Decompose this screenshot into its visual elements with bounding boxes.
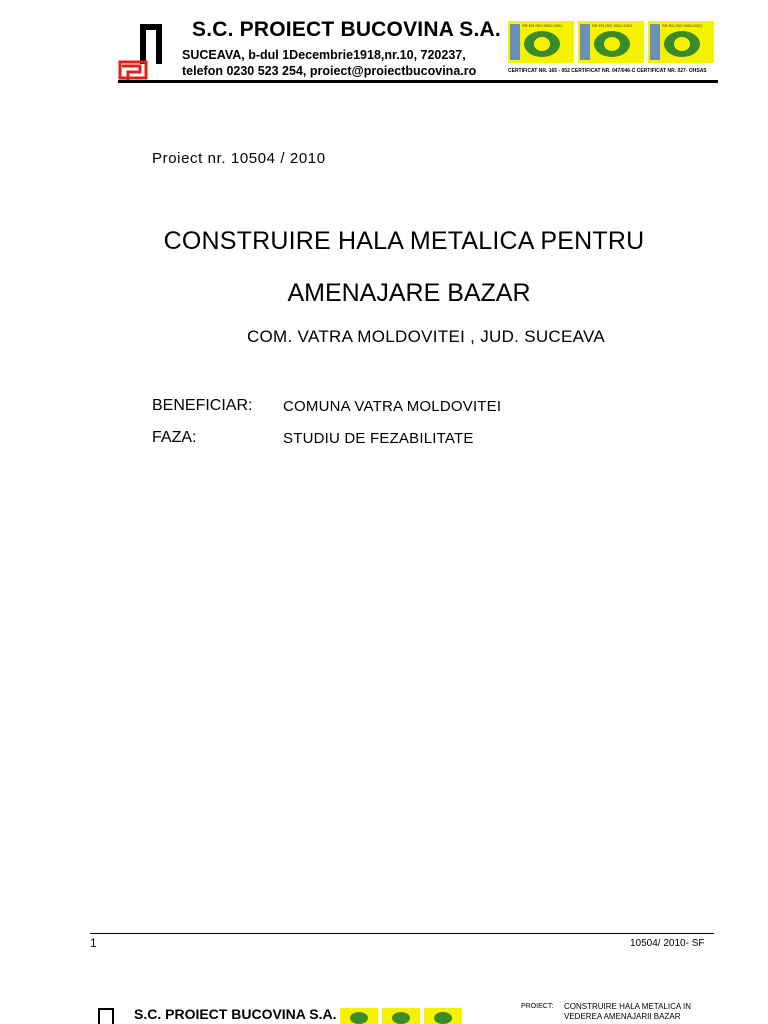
- footer-divider: [90, 933, 714, 934]
- certification-badge-1: SR EN ISO 9001:2001: [508, 21, 574, 63]
- footer-project-value-line-2: VEDEREA AMENAJARII BAZAR: [564, 1012, 681, 1021]
- company-logo: [118, 20, 180, 82]
- document-title-line-1: CONSTRUIRE HALA METALICA PENTRU: [163, 227, 645, 255]
- footer-project-value-line-1: CONSTRUIRE HALA METALICA IN: [564, 1002, 691, 1011]
- certification-badge-3: SR EN ISO 9001:2001: [648, 21, 714, 63]
- document-location: COM. VATRA MOLDOVITEI , JUD. SUCEAVA: [246, 327, 606, 346]
- project-number: Proiect nr. 10504 / 2010: [152, 150, 326, 167]
- company-contact: telefon 0230 523 254, proiect@proiectbucovina.ro: [182, 64, 477, 78]
- footer-company-name: S.C. PROIECT BUCOVINA S.A.: [134, 1006, 337, 1022]
- certification-captions: CERTIFICAT NR. 165 - 052 CERTIFICAT NR. 047/046-C CERTIFICAT NR. 027- OHSAS: [508, 68, 707, 74]
- document-code: 10504/ 2010- SF: [630, 938, 705, 949]
- footer-certification-badge: [382, 1008, 420, 1024]
- footer-logo: [98, 1008, 114, 1024]
- footer-certification-badge: [424, 1008, 462, 1024]
- footer-project-label: PROIECT:: [521, 1003, 554, 1010]
- phase-value: STUDIU DE FEZABILITATE: [283, 430, 474, 447]
- beneficiary-value: COMUNA VATRA MOLDOVITEI: [283, 398, 502, 415]
- header-divider: [118, 80, 718, 83]
- certification-badge-2: SR EN ISO 9001:2001: [578, 21, 644, 63]
- footer-certification-badge: [340, 1008, 378, 1024]
- footer-project-value: [564, 1002, 691, 1022]
- company-address: SUCEAVA, b-dul 1Decembrie1918,nr.10, 720237,: [182, 48, 466, 62]
- beneficiary-label: BENEFICIAR:: [152, 397, 253, 414]
- document-title-line-2: AMENAJARE BAZAR: [287, 279, 531, 307]
- company-name: S.C. PROIECT BUCOVINA S.A.: [192, 18, 501, 41]
- page-number: 1: [90, 936, 97, 950]
- phase-label: FAZA:: [152, 429, 197, 446]
- certification-logos: [508, 21, 718, 67]
- footer-certification-logos: [340, 1008, 462, 1024]
